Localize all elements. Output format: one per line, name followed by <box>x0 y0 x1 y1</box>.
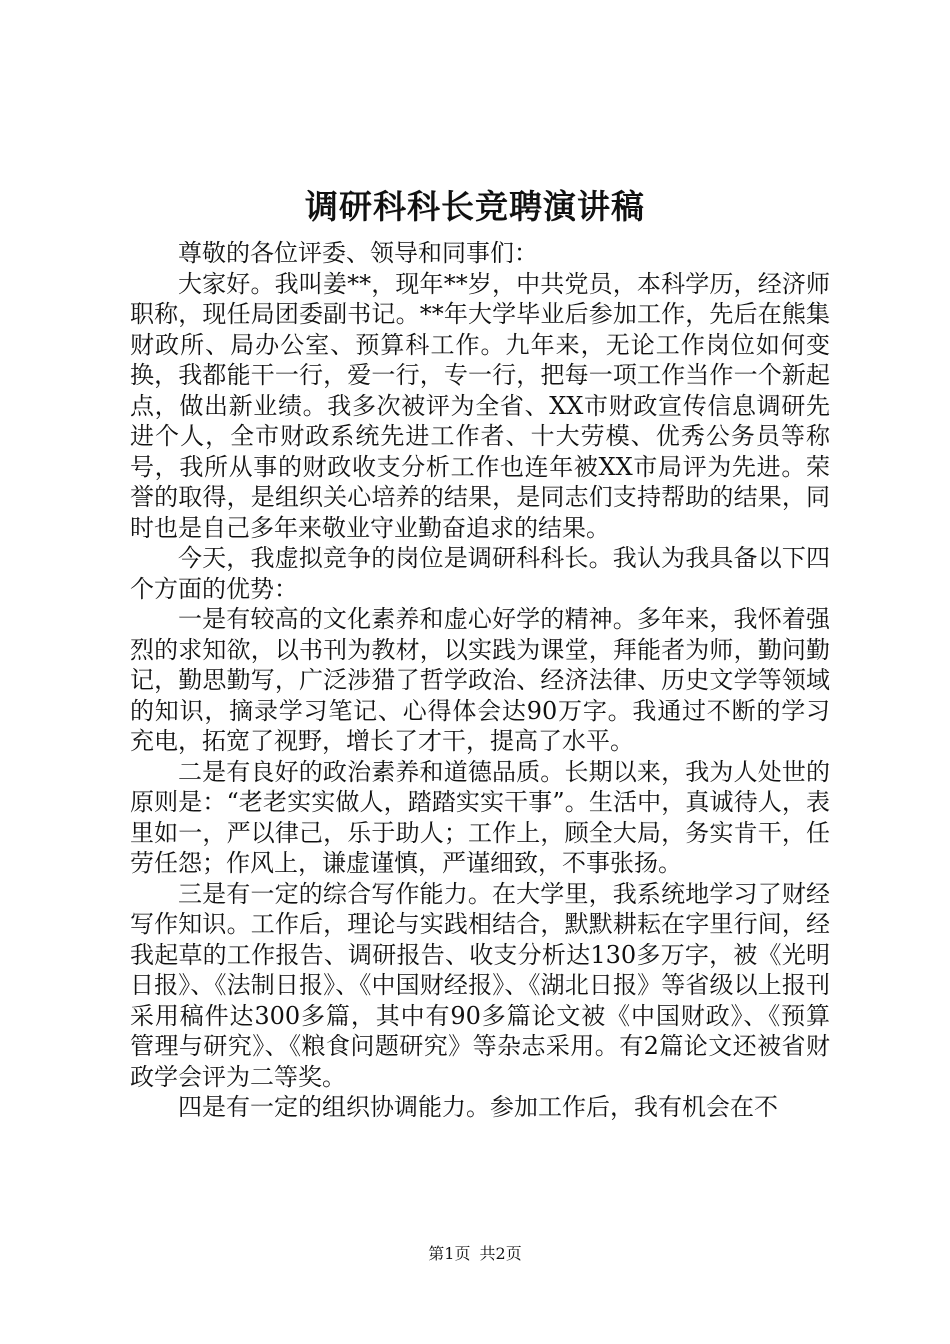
advantage-three-paragraph: 三是有一定的综合写作能力。在大学里，我系统地学习了财经写作知识。工作后，理论与实践相结合，默默耕耘在字里行间，经我起草的工作报告、调研报告、收支分析达130多万字，被《光明日报》、《法制日报》、《中国财经报》、《湖北日报》等省级以上报刊采用稿件达300多篇，其中有90多篇论文被《中国财政》、《预算管理与研究》、《粮食问题研究》等杂志采用。有2篇论文还被省财政学会评为二等奖。 <box>130 879 830 1091</box>
position-paragraph: 今天，我虚拟竞争的岗位是调研科科长。我认为我具备以下四个方面的优势： <box>130 544 830 603</box>
intro-paragraph: 大家好。我叫姜**，现年**岁，中共党员，本科学历，经济师职称，现任局团委副书记。**年大学毕业后参加工作，先后在熊集财政所、局办公室、预算科工作。九年来，无论工作岗位如何变换，我都能干一行，爱一行，专一行，把每一项工作当作一个新起点，做出新业绩。我多次被评为全省、XX市财政宣传信息调研先进个人，全市财政系统先进工作者、十大劳模、优秀公务员等称号，我所从事的财政收支分析工作也连年被XX市局评为先进。荣誉的取得，是组织关心培养的结果，是同志们支持帮助的结果，同时也是自己多年来敬业守业勤奋追求的结果。 <box>130 269 830 542</box>
salutation-paragraph: 尊敬的各位评委、领导和同事们： <box>178 239 538 267</box>
page-footer <box>0 1243 950 1265</box>
advantage-two-paragraph: 二是有良好的政治素养和道德品质。长期以来，我为人处世的原则是：“老老实实做人，踏踏实实干事”。生活中，真诚待人，表里如一，严以律己，乐于助人；工作上，顾全大局，务实肯干，任劳任怨；作风上，谦虚谨慎，严谨细致，不事张扬。 <box>130 757 830 877</box>
document-body <box>130 238 830 1123</box>
advantage-four-paragraph: 四是有一定的组织协调能力。参加工作后，我有机会在不 <box>178 1093 778 1121</box>
document-title: 调研科科长竞聘演讲稿 <box>305 187 645 226</box>
page-number: 第1页 <box>428 1244 471 1263</box>
advantage-one-paragraph: 一是有较高的文化素养和虚心好学的精神。多年来，我怀着强烈的求知欲，以书刊为教材，以实践为课堂，拜能者为师，勤问勤记，勤思勤写，广泛涉猎了哲学政治、经济法律、历史文学等领域的知识，摘录学习笔记、心得体会达90万字。我通过不断的学习充电，拓宽了视野，增长了才干，提高了水平。 <box>130 605 830 755</box>
page-total: 共2页 <box>479 1244 522 1263</box>
